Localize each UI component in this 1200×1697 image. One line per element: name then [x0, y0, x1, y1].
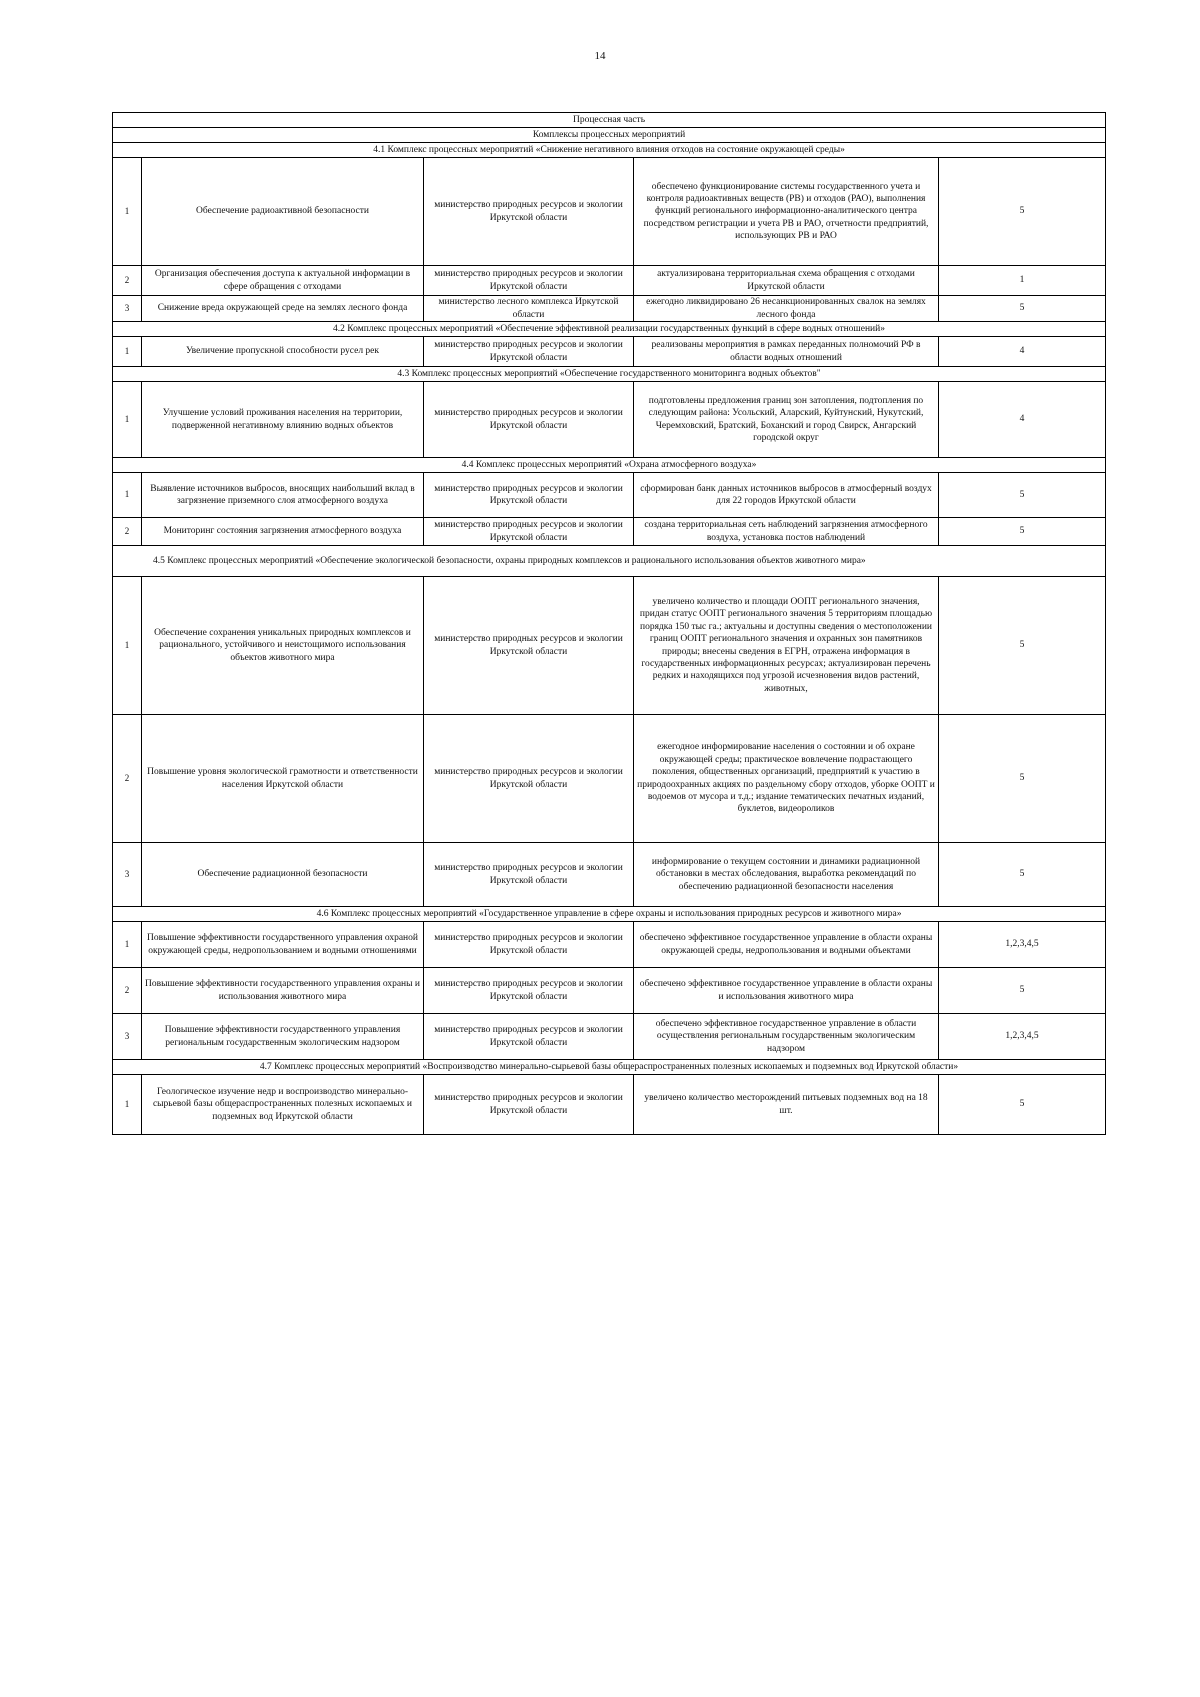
section-title: 4.7 Комплекс процессных мероприятий «Воспроизводство минерально-сырьевой базы общераспространенных полезных ископаемых и подземных вод Иркутской области» [113, 1060, 1106, 1075]
task-name: Повышение уровня экологической грамотности и ответственности населения Иркутской области [142, 715, 424, 843]
row-number: 1 [113, 382, 142, 458]
table-header-subtitle: Комплексы процессных мероприятий [113, 128, 1106, 143]
task-name: Обеспечение радиоактивной безопасности [142, 158, 424, 266]
indicator-link: 5 [939, 1075, 1106, 1135]
table-row [113, 382, 1106, 458]
section-title: 4.3 Комплекс процессных мероприятий «Обеспечение государственного мониторинга водных объектов" [113, 367, 1106, 382]
responsible: министерство природных ресурсов и экологии Иркутской области [424, 715, 634, 843]
responsible: министерство природных ресурсов и экологии Иркутской области [424, 1075, 634, 1135]
section-row [113, 458, 1106, 473]
indicator-link: 1,2,3,4,5 [939, 1014, 1106, 1060]
table-row [113, 266, 1106, 296]
expected-result: ежегодное информирование населения о состоянии и об охране окружающей среды; практическое вовлечение подрастающего поколения, общественных организаций, предприятий к участию в природоохранных акциях по раздельному сбору отходов, уборке ООПТ и водоемов от мусора и т.д.; издание тематических печатных изданий, буклетов, видеороликов [634, 715, 939, 843]
indicator-link: 4 [939, 382, 1106, 458]
indicator-link: 5 [939, 715, 1106, 843]
processes-table-sheet [112, 112, 1105, 1135]
table-body [113, 113, 1106, 1135]
indicator-link: 1,2,3,4,5 [939, 922, 1106, 968]
table-row [113, 337, 1106, 367]
row-number: 2 [113, 968, 142, 1014]
responsible: министерство природных ресурсов и экологии Иркутской области [424, 382, 634, 458]
row-number: 1 [113, 922, 142, 968]
table-row [113, 158, 1106, 266]
row-number: 1 [113, 337, 142, 367]
indicator-link: 5 [939, 518, 1106, 546]
task-name: Обеспечение сохранения уникальных природных комплексов и рационального, устойчивого и неистощимого использования объектов животного мира [142, 577, 424, 715]
table-row [113, 577, 1106, 715]
section-row [113, 367, 1106, 382]
section-row [113, 1060, 1106, 1075]
row-number: 2 [113, 266, 142, 296]
task-name: Увеличение пропускной способности русел рек [142, 337, 424, 367]
row-number: 1 [113, 577, 142, 715]
responsible: министерство природных ресурсов и экологии Иркутской области [424, 577, 634, 715]
expected-result: информирование о текущем состоянии и динамики радиационной обстановки в местах обследования, выработка рекомендаций по обеспечению радиационной безопасности населения [634, 843, 939, 907]
page-number: 14 [594, 50, 606, 62]
indicator-link: 4 [939, 337, 1106, 367]
responsible: министерство природных ресурсов и экологии Иркутской области [424, 518, 634, 546]
responsible: министерство природных ресурсов и экологии Иркутской области [424, 1014, 634, 1060]
indicator-link: 1 [939, 266, 1106, 296]
expected-result: актуализирована территориальная схема обращения с отходами Иркутской области [634, 266, 939, 296]
expected-result: обеспечено функционирование системы государственного учета и контроля радиоактивных веществ (РВ) и отходов (РАО), выполнения функций регионального информационно-аналитического центра посредством регистрации и учета РВ и РАО, отчетности предприятий, использующих РВ и РАО [634, 158, 939, 266]
processes-table [112, 112, 1106, 1135]
table-row [113, 1075, 1106, 1135]
task-name: Повышение эффективности государственного управления охраны и использования животного мира [142, 968, 424, 1014]
section-row [113, 322, 1106, 337]
expected-result: увеличено количество месторождений питьевых подземных вод на 18 шт. [634, 1075, 939, 1135]
section-row [113, 143, 1106, 158]
indicator-link: 5 [939, 296, 1106, 322]
row-number: 2 [113, 518, 142, 546]
row-number: 1 [113, 473, 142, 518]
table-row [113, 922, 1106, 968]
section-title: 4.4 Комплекс процессных мероприятий «Охрана атмосферного воздуха» [113, 458, 1106, 473]
task-name: Обеспечение радиационной безопасности [142, 843, 424, 907]
section-row [113, 546, 1106, 577]
table-row [113, 968, 1106, 1014]
responsible: министерство природных ресурсов и экологии Иркутской области [424, 922, 634, 968]
responsible: министерство природных ресурсов и экологии Иркутской области [424, 337, 634, 367]
section-title: 4.5 Комплекс процессных мероприятий «Обеспечение экологической безопасности, охраны природных комплексов и рационального использования объектов животного мира» [113, 546, 1106, 577]
expected-result: увеличено количество и площади ООПТ регионального значения, придан статус ООПТ регионального значения 5 территориям площадью порядка 150 тыс га.; актуальны и доступны сведения о местоположении границ ООПТ регионального значения и охранных зон памятников природы; внесены сведения в ЕГРН, отражена информация в государственных информационных ресурсах; актуализирован перечень редких и находящихся под угрозой исчезновения видов растений, животных, [634, 577, 939, 715]
responsible: министерство природных ресурсов и экологии Иркутской области [424, 968, 634, 1014]
row-number: 3 [113, 843, 142, 907]
expected-result: реализованы мероприятия в рамках переданных полномочий РФ в области водных отношений [634, 337, 939, 367]
task-name: Улучшение условий проживания населения на территории, подверженной негативному влиянию водных объектов [142, 382, 424, 458]
indicator-link: 5 [939, 473, 1106, 518]
expected-result: ежегодно ликвидировано 26 несанкционированных свалок на землях лесного фонда [634, 296, 939, 322]
indicator-link: 5 [939, 843, 1106, 907]
table-row [113, 1014, 1106, 1060]
table-row [113, 473, 1106, 518]
section-title: 4.1 Комплекс процессных мероприятий «Снижение негативного влияния отходов на состояние окружающей среды» [113, 143, 1106, 158]
expected-result: обеспечено эффективное государственное управление в области охраны окружающей среды, недропользования и водными объектами [634, 922, 939, 968]
responsible: министерство лесного комплекса Иркутской области [424, 296, 634, 322]
table-row [113, 296, 1106, 322]
expected-result: сформирован банк данных источников выбросов в атмосферный воздух для 22 городов Иркутской области [634, 473, 939, 518]
table-row [113, 518, 1106, 546]
task-name: Мониторинг состояния загрязнения атмосферного воздуха [142, 518, 424, 546]
row-number: 2 [113, 715, 142, 843]
row-number: 3 [113, 1014, 142, 1060]
table-header-title: Процессная часть [113, 113, 1106, 128]
responsible: министерство природных ресурсов и экологии Иркутской области [424, 843, 634, 907]
task-name: Организация обеспечения доступа к актуальной информации в сфере обращения с отходами [142, 266, 424, 296]
indicator-link: 5 [939, 158, 1106, 266]
indicator-link: 5 [939, 577, 1106, 715]
task-name: Снижение вреда окружающей среде на землях лесного фонда [142, 296, 424, 322]
row-number: 1 [113, 1075, 142, 1135]
table-row [113, 715, 1106, 843]
expected-result: обеспечено эффективное государственное управление в области осуществления региональным государственным экологическим надзором [634, 1014, 939, 1060]
task-name: Геологическое изучение недр и воспроизводство минерально-сырьевой базы общераспространенных полезных ископаемых и подземных вод Иркутской области [142, 1075, 424, 1135]
section-title: 4.6 Комплекс процессных мероприятий «Государственное управление в сфере охраны и использования природных ресурсов и животного мира» [113, 907, 1106, 922]
responsible: министерство природных ресурсов и экологии Иркутской области [424, 158, 634, 266]
section-title: 4.2 Комплекс процессных мероприятий «Обеспечение эффективной реализации государственных функций в сфере водных отношений» [113, 322, 1106, 337]
task-name: Повышение эффективности государственного управления региональным государственным экологическим надзором [142, 1014, 424, 1060]
task-name: Выявление источников выбросов, вносящих наибольший вклад в загрязнение приземного слоя атмосферного воздуха [142, 473, 424, 518]
task-name: Повышение эффективности государственного управления охраной окружающей среды, недропользованием и водными отношениями [142, 922, 424, 968]
expected-result: обеспечено эффективное государственное управление в области охраны и использования животного мира [634, 968, 939, 1014]
row-number: 3 [113, 296, 142, 322]
row-number: 1 [113, 158, 142, 266]
responsible: министерство природных ресурсов и экологии Иркутской области [424, 473, 634, 518]
responsible: министерство природных ресурсов и экологии Иркутской области [424, 266, 634, 296]
expected-result: подготовлены предложения границ зон затопления, подтопления по следующим района: Усольский, Аларский, Куйтунский, Нукутский, Черемховский, Братский, Боханский и город Свирск, Ангарский городской округ [634, 382, 939, 458]
table-row [113, 843, 1106, 907]
expected-result: создана территориальная сеть наблюдений загрязнения атмосферного воздуха, установка постов наблюдений [634, 518, 939, 546]
section-row [113, 907, 1106, 922]
indicator-link: 5 [939, 968, 1106, 1014]
